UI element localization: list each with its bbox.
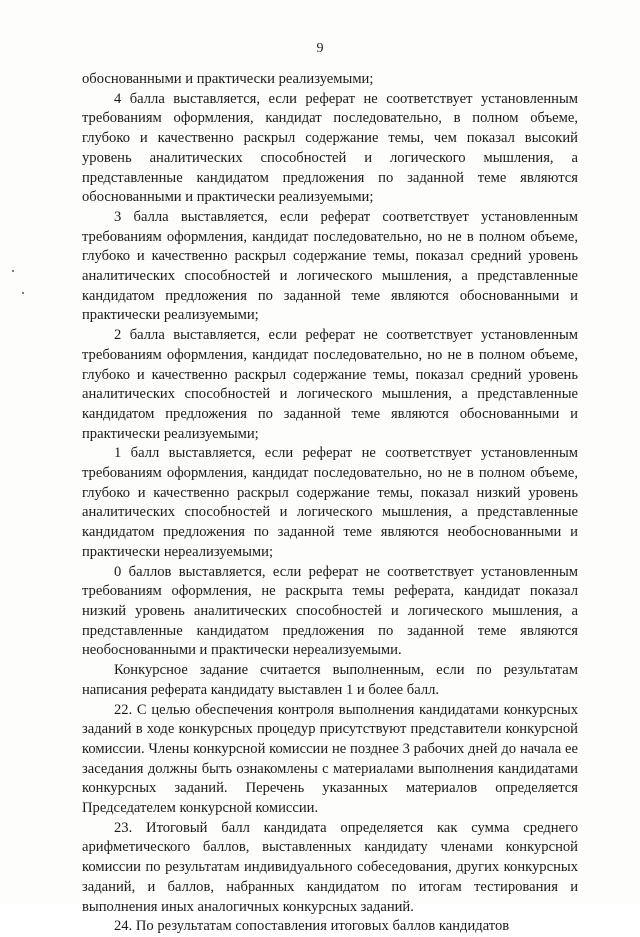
- scan-speck: [22, 292, 24, 294]
- paragraph-2-points: 2 балла выставляется, если реферат не соответствует установленным требованиям оформления, кандидат последовательно, но не в полном объеме, глубоко и качественно раскрыл содержание темы, показал средний уровень аналитических способностей и логического мышления, а представленные кандидатом предложения по заданной теме являются обоснованными и практически реализуемыми;: [82, 327, 578, 442]
- paragraph-1-point: 1 балл выставляется, если реферат не соответствует установленным требованиям оформления, кандидат последовательно, но не в полном объеме, глубоко и качественно раскрыл содержание темы, показал низкий уровень аналитических способностей и логического мышления, а представленные кандидатом предложения по заданной теме являются необоснованными и практически нереализуемыми;: [82, 445, 578, 560]
- paragraph-3-points: 3 балла выставляется, если реферат соответствует установленным требованиям оформления, кандидат последовательно, но не в полном объеме, глубоко и качественно раскрыл содержание темы, показал средний уровень аналитических способностей и логического мышления, а представленные кандидатом предложения по заданной теме являются обоснованными и практически реализуемыми;: [82, 208, 578, 324]
- paragraph-continuation: обоснованными и практически реализуемыми;: [82, 71, 374, 87]
- document-body: [82, 70, 578, 937]
- paragraph-0-points: 0 баллов выставляется, если реферат не соответствует установленным требованиям оформления, не раскрыта темы реферата, кандидат показал низкий уровень аналитических способностей и логического мышления, а представленные кандидатом предложения по заданной теме являются необоснованными и практически нереализуемыми.: [82, 563, 578, 659]
- paragraph-clause-24: 24. По результатам сопоставления итоговых баллов кандидатов: [114, 918, 510, 935]
- page-number: 9: [316, 41, 324, 56]
- paragraph-4-points: 4 балла выставляется, если реферат не соответствует установленным требованиям оформления, кандидат последовательно, в полном объеме, глубоко и качественно раскрыл содержание темы, чем показал высокий уровень аналитических способностей и логического мышления, а представленные кандидатом предложения по заданной теме являются обоснованными и практически реализуемыми;: [82, 90, 578, 206]
- scan-speck: [12, 270, 14, 272]
- paragraph-clause-22: 22. С целью обеспечения контроля выполнения кандидатами конкурсных заданий в ходе конкурсных процедур присутствуют представители конкурсной комиссии. Члены конкурсной комиссии не позднее 3 рабочих дней до начала ее заседания должны быть ознакомлены с материалами выполнения кандидатами конкурсных заданий. Перечень указанных материалов определяется Председателем конкурсной комиссии.: [82, 701, 578, 817]
- paragraph-clause-23: 23. Итоговый балл кандидата определяется как сумма среднего арифметического баллов, выставленных кандидату членами конкурсной комиссии по результатам индивидуального собеседования, других конкурсных заданий, и баллов, набранных кандидатом по итогам тестирования и выполнения иных аналогичных конкурсных заданий.: [82, 819, 578, 915]
- paragraph-task-completed: Конкурсное задание считается выполненным, если по результатам написания реферата кандидату выставлен 1 и более балл.: [82, 662, 578, 698]
